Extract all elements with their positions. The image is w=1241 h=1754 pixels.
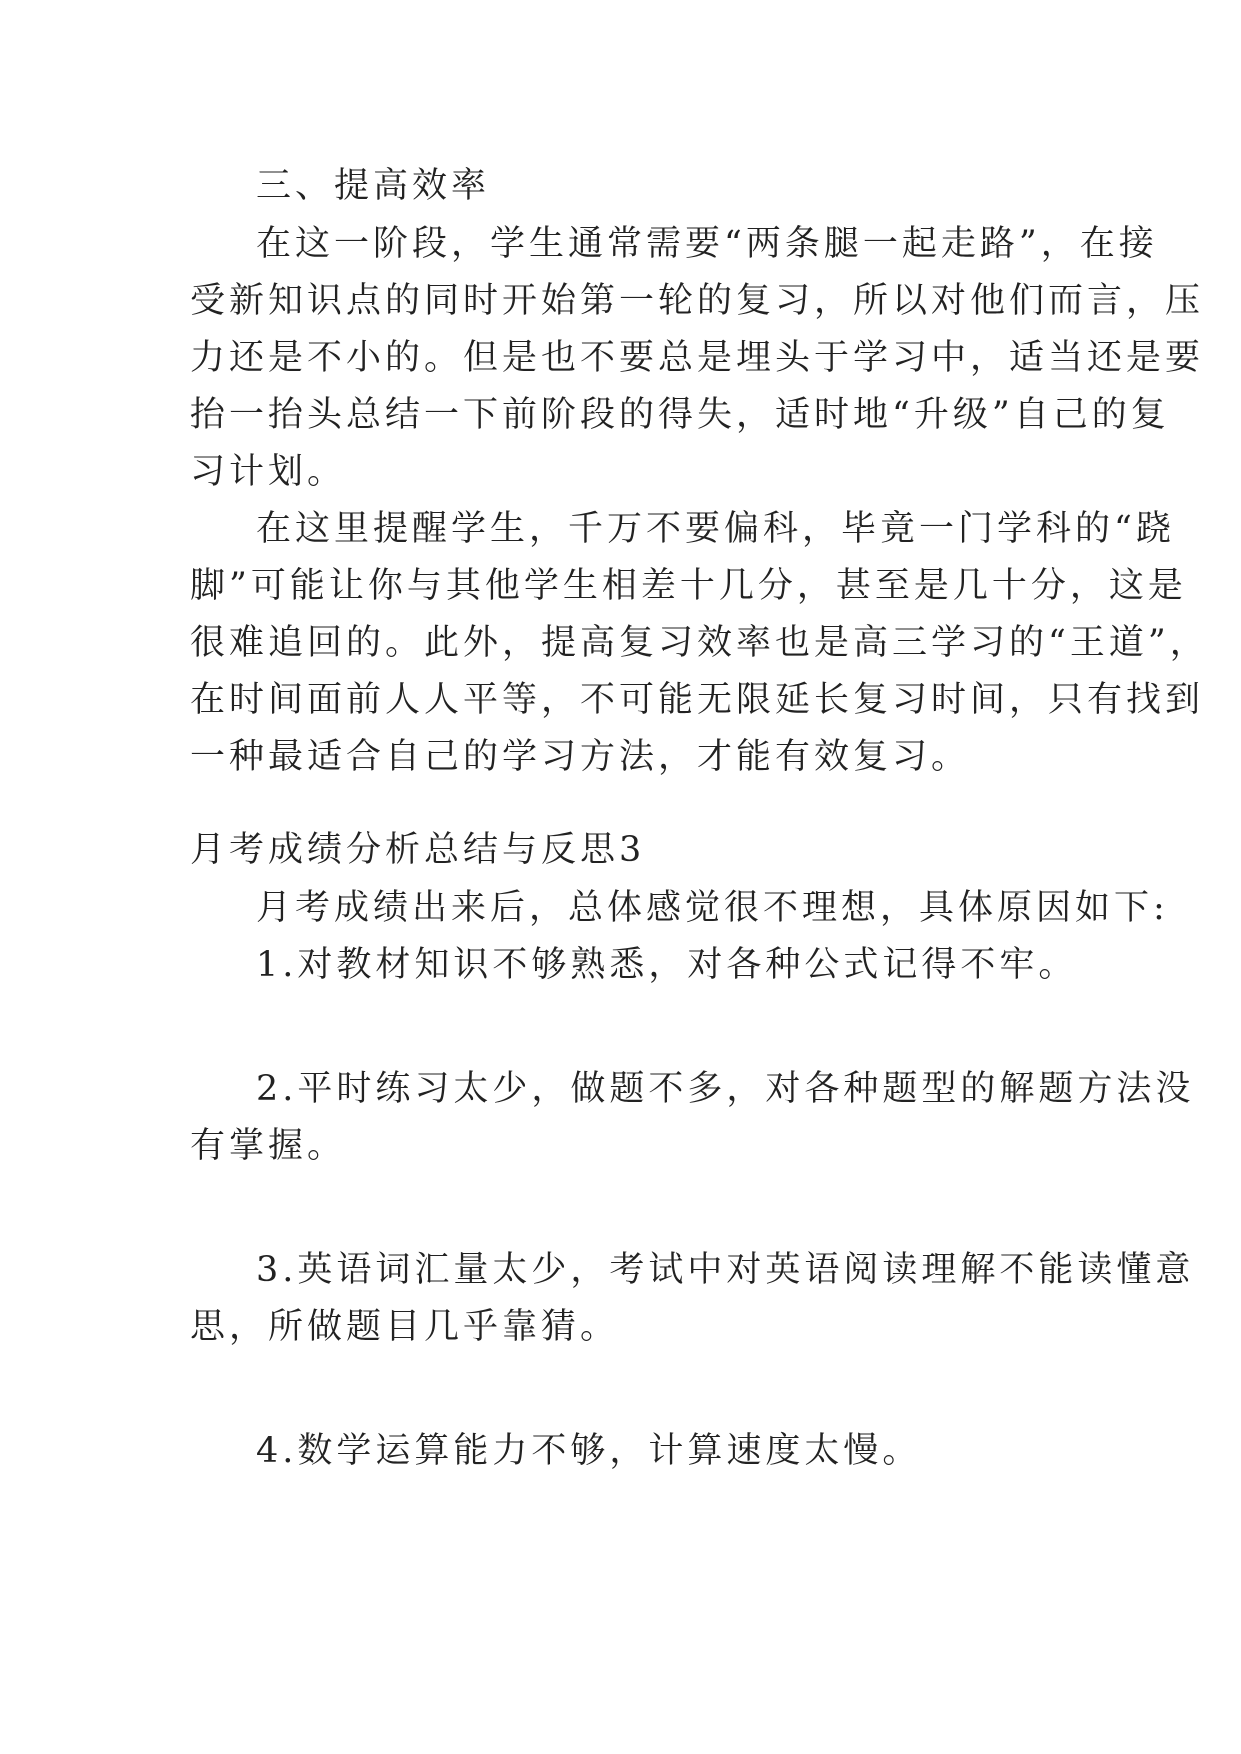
list-item-continuation: 思，所做题目几乎靠猜。 — [190, 1307, 620, 1347]
paragraph-line: 在这一阶段，学生通常需要“两条腿一起走路”，在接 — [256, 224, 1158, 264]
paragraph-line: 一种最适合自己的学习方法，才能有效复习。 — [190, 737, 971, 777]
list-item: 1.对教材知识不够熟悉，对各种公式记得不牢。 — [256, 945, 1078, 985]
paragraph-line: 习计划。 — [190, 452, 347, 492]
section-heading: 三、提高效率 — [256, 166, 491, 206]
paragraph-line: 力还是不小的。但是也不要总是埋头于学习中，适当还是要 — [190, 338, 1205, 378]
intro-line: 月考成绩出来后，总体感觉很不理想，具体原因如下: — [256, 888, 1169, 928]
list-item: 2.平时练习太少，做题不多，对各种题型的解题方法没 — [256, 1069, 1195, 1109]
paragraph-line: 受新知识点的同时开始第一轮的复习，所以对他们而言，压 — [190, 281, 1205, 321]
paragraph-line: 脚”可能让你与其他学生相差十几分，甚至是几十分，这是 — [190, 566, 1187, 606]
list-item: 3.英语词汇量太少，考试中对英语阅读理解不能读懂意 — [256, 1250, 1195, 1290]
article-title: 月考成绩分析总结与反思3 — [190, 830, 646, 870]
list-item-continuation: 有掌握。 — [190, 1126, 347, 1166]
list-item: 4.数学运算能力不够，计算速度太慢。 — [256, 1431, 922, 1471]
paragraph-line: 抬一抬头总结一下前阶段的得失，适时地“升级”自己的复 — [190, 395, 1170, 435]
paragraph-line: 在时间面前人人平等，不可能无限延长复习时间，只有找到 — [190, 680, 1205, 720]
paragraph-line: 很难追回的。此外，提高复习效率也是高三学习的“王道”， — [190, 623, 1209, 663]
paragraph-line: 在这里提醒学生，千万不要偏科，毕竟一门学科的“跷 — [256, 509, 1175, 549]
